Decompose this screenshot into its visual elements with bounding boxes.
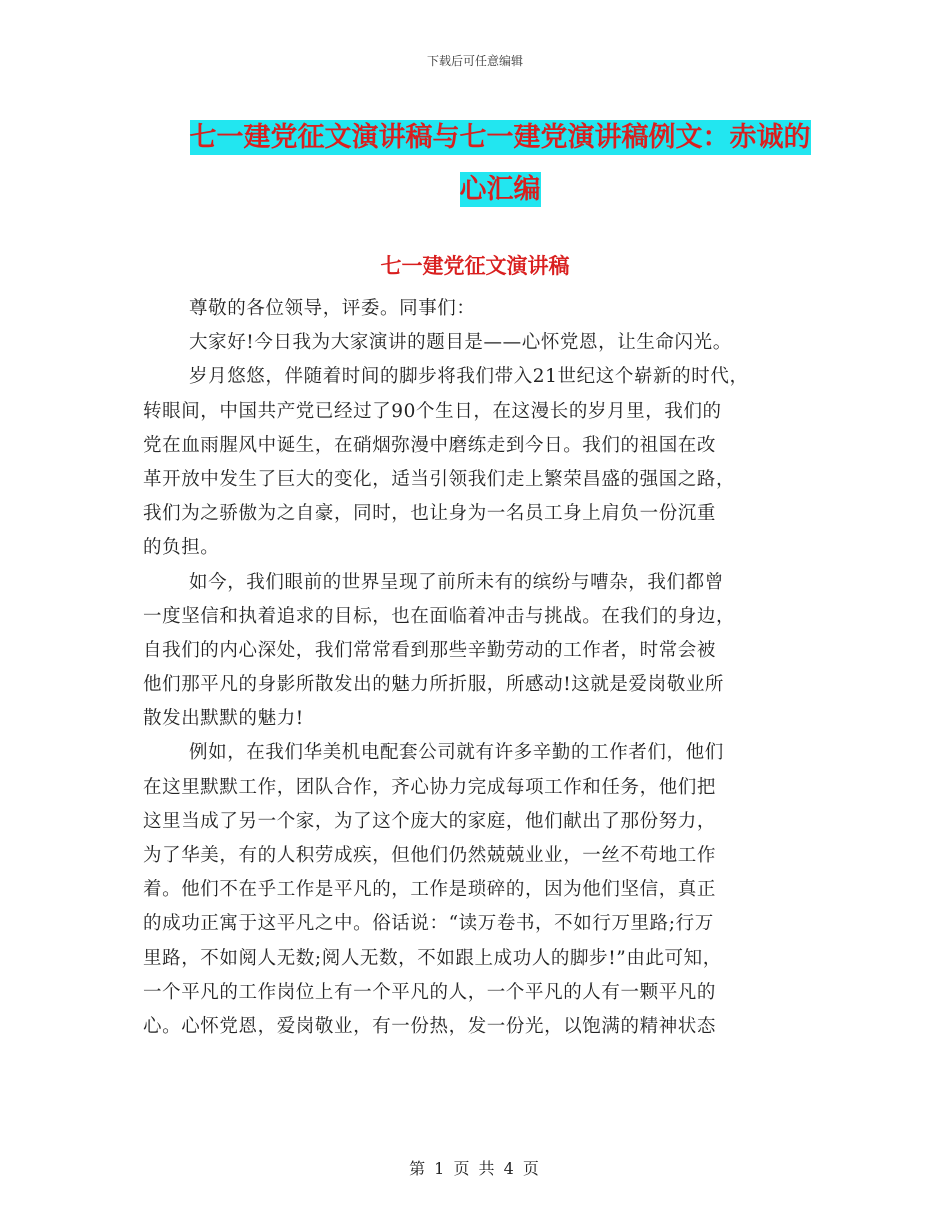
text-line: 为了华美，有的人积劳成疾，但他们仍然兢兢业业，一丝不苟地工作 — [143, 845, 717, 866]
document-title-line-2: 心汇编 — [459, 174, 541, 205]
document-title-line-1: 七一建党征文演讲稿与七一建党演讲稿例文：赤诚的 — [189, 122, 811, 153]
text-line: 的负担。 — [143, 537, 220, 559]
text-line: 我们为之骄傲为之自豪，同时，也让身为一名员工身上肩负一份沉重 — [143, 503, 717, 525]
text-line: 岁月悠悠，伴随着时间的脚步将我们带入21世纪这个崭新的时代， — [189, 366, 749, 388]
text-line: 心。心怀党恩，爱岗敬业，有一份热，发一份光，以饱满的精神状态 — [143, 1015, 717, 1037]
text-line: 大家好!今日我为大家演讲的题目是——心怀党恩，让生命闪光。 — [189, 332, 732, 354]
text-line: 转眼间，中国共产党已经过了90个生日，在这漫长的岁月里，我们的 — [143, 400, 722, 422]
text-line: 一度坚信和执着追求的目标，也在面临着冲击与挑战。在我们的身边， — [143, 605, 736, 627]
text-line: 一个平凡的工作岗位上有一个平凡的人，一个平凡的人有一颗平凡的 — [143, 981, 717, 1003]
text-line: 自我们的内心深处，我们常常看到那些辛勤劳动的工作者，时常会被 — [143, 639, 717, 661]
document-title — [140, 112, 860, 216]
text-line: 例如，在我们华美机电配套公司就有许多辛勤的工作者们，他们 — [189, 742, 724, 764]
text-line: 党在血雨腥风中诞生，在硝烟弥漫中磨练走到今日。我们的祖国在改 — [143, 434, 717, 456]
text-line: 散发出默默的魅力! — [143, 708, 304, 730]
text-line: 他们那平凡的身影所散发出的魅力所折服，所感动!这就是爱岗敬业所 — [143, 674, 725, 696]
text-line: 尊敬的各位领导，评委。同事们： — [189, 298, 476, 319]
text-line: 着。他们不在乎工作是平凡的，工作是琐碎的，因为他们坚信，真正 — [143, 879, 717, 901]
text-line: 的成功正寓于这平凡之中。俗话说：“读万卷书，不如行万里路;行万 — [143, 913, 714, 935]
section-title: 七一建党征文演讲稿 — [380, 254, 570, 278]
text-line: 如今，我们眼前的世界呈现了前所未有的缤纷与嘈杂，我们都曾 — [189, 571, 724, 593]
body-text — [143, 292, 815, 1044]
page-footer: 第 1 页 共 4 页 — [409, 1159, 541, 1178]
header-note: 下载后可任意编辑 — [426, 54, 523, 68]
text-line: 革开放中发生了巨大的变化，适当引领我们走上繁荣昌盛的强国之路， — [143, 468, 736, 490]
text-line: 里路，不如阅人无数;阅人无数，不如跟上成功人的脚步!”由此可知， — [143, 947, 722, 969]
text-line: 在这里默默工作，团队合作，齐心协力完成每项工作和任务，他们把 — [143, 776, 717, 798]
text-line: 这里当成了另一个家，为了这个庞大的家庭，他们献出了那份努力， — [143, 810, 717, 832]
